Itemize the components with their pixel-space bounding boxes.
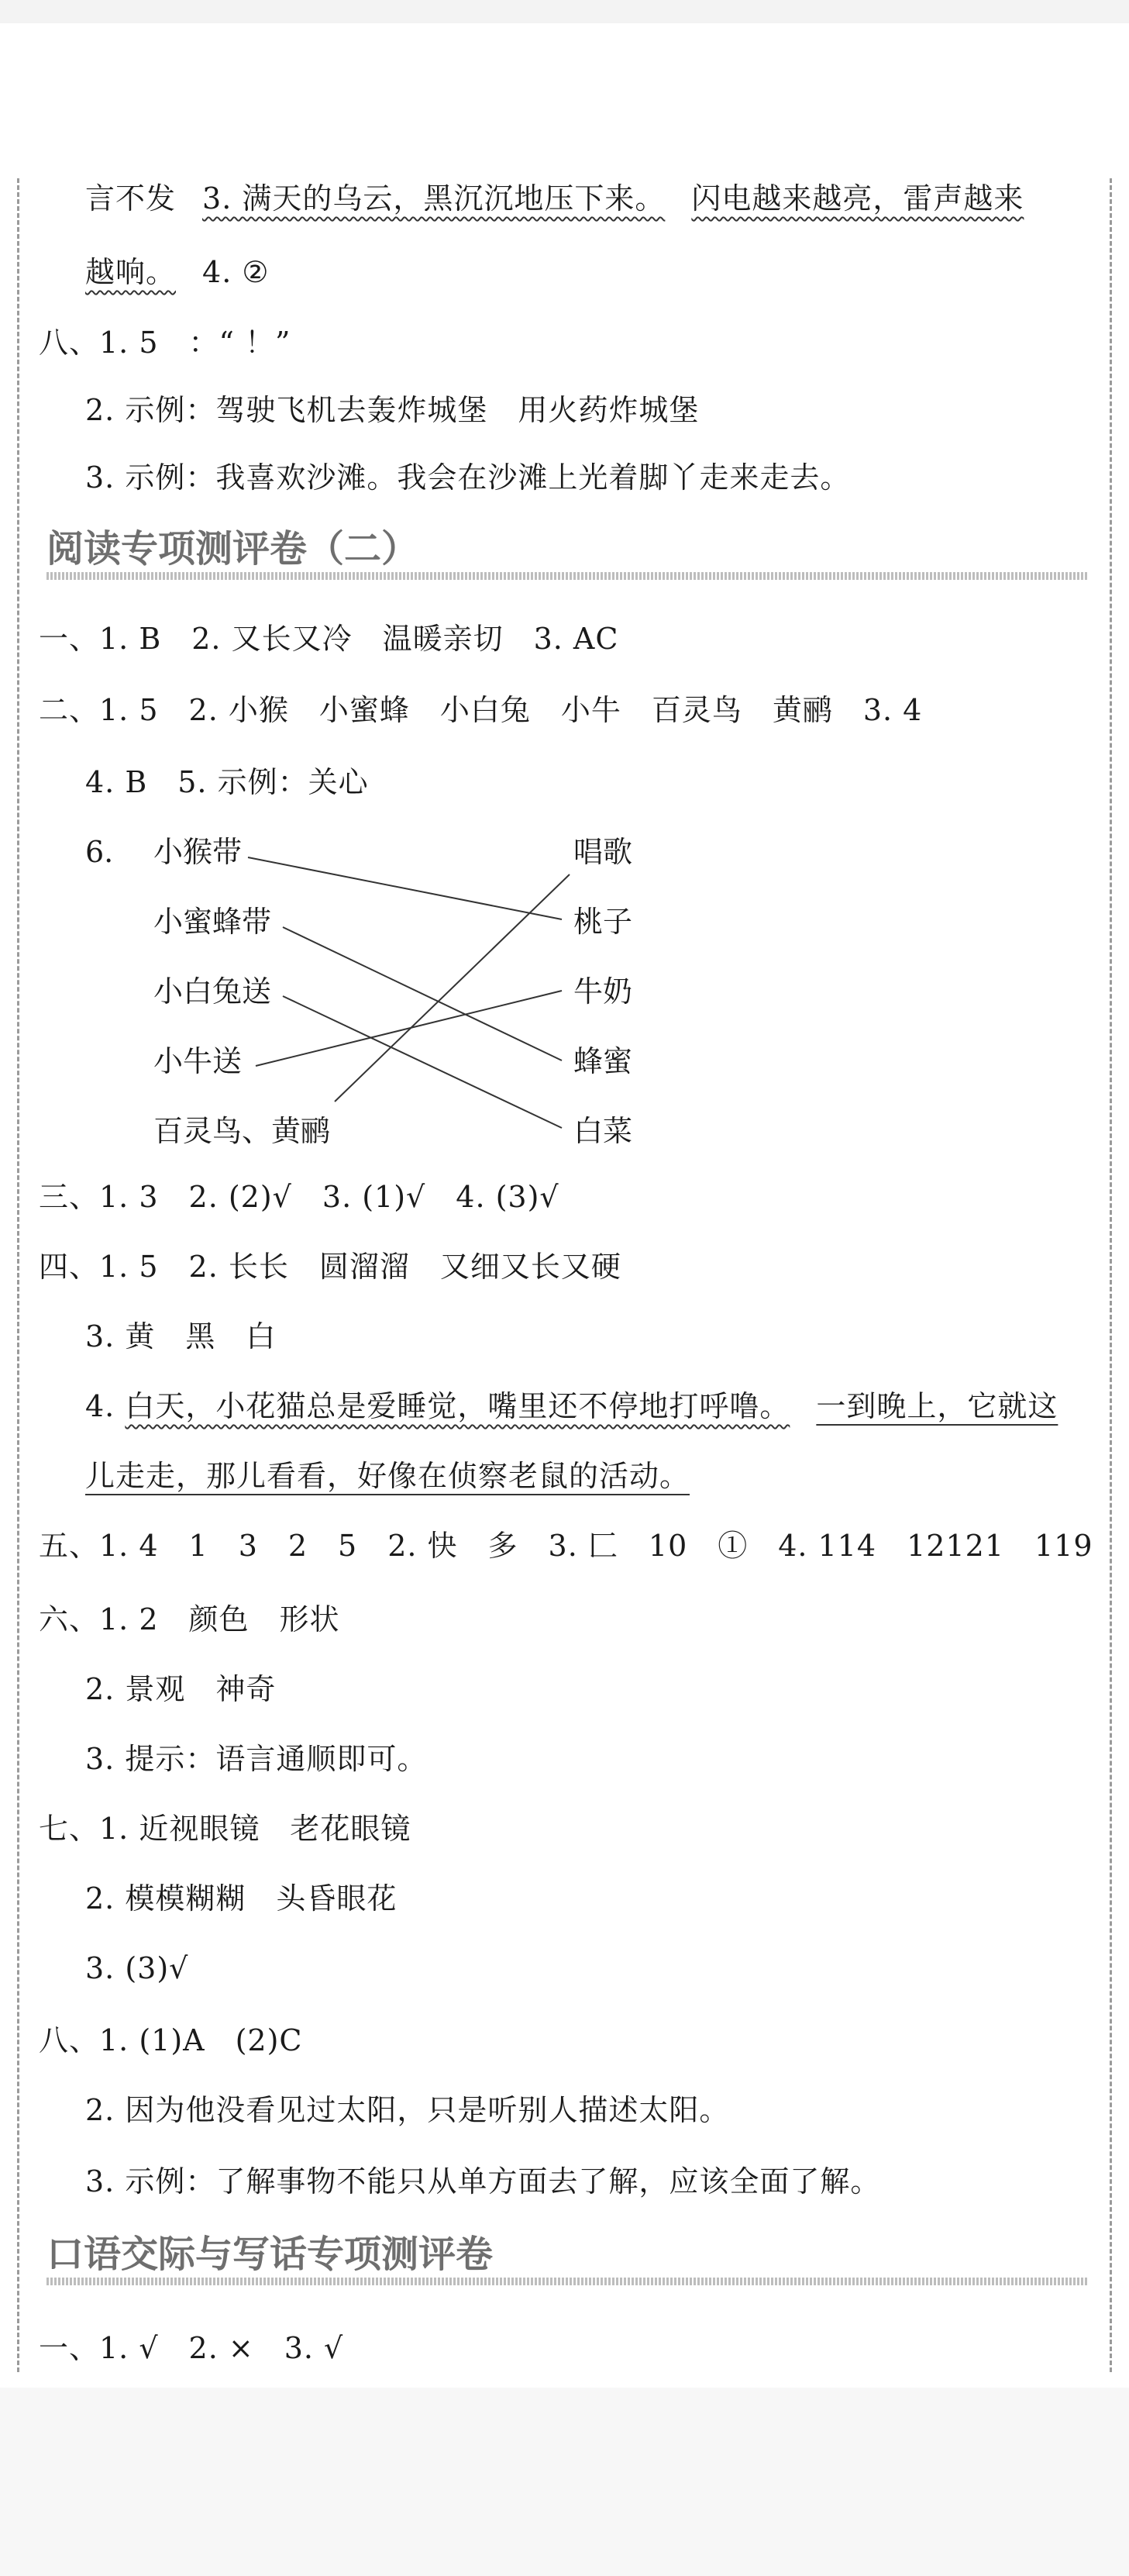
underlined-text: 儿走走，那儿看看，好像在侦察老鼠的活动。 bbox=[85, 1459, 690, 1493]
answer-line: 八、1. 5 ：“ ！” bbox=[39, 326, 291, 360]
matching-right-item: 唱歌 bbox=[573, 835, 633, 869]
answer-line: 2. 示例：驾驶飞机去轰炸城堡 用火药炸城堡 bbox=[85, 393, 700, 427]
underlined-text: 一到晚上，它就这 bbox=[816, 1389, 1058, 1423]
wavy-underlined-text: 越响。 bbox=[85, 255, 177, 289]
answer-line bbox=[85, 1388, 1058, 1425]
matching-left-item: 小白兔送 bbox=[153, 974, 272, 1009]
answer-line: 2. 因为他没看见过太阳，只是听别人描述太阳。 bbox=[85, 2093, 730, 2127]
matching-right-item: 蜂蜜 bbox=[573, 1044, 633, 1078]
answer-line: 四、1. 5 2. 长长 圆溜溜 又细又长又硬 bbox=[39, 1250, 621, 1284]
answer-text: 4. bbox=[85, 1389, 126, 1423]
answer-line: 三、1. 3 2. (2)√ 3. (1)√ 4. (3)√ bbox=[39, 1180, 559, 1214]
answer-text: 4. ② bbox=[202, 255, 270, 289]
matching-left-item: 小蜜蜂带 bbox=[153, 905, 272, 939]
section-title: 阅读专项测评卷（二） bbox=[46, 527, 419, 571]
answer-line: 3. 黄 黑 白 bbox=[85, 1319, 277, 1354]
answer-line: 一、1. √ 2. × 3. √ bbox=[39, 2331, 344, 2365]
match-line bbox=[248, 857, 562, 919]
matching-number: 6. bbox=[85, 835, 114, 869]
matching-left-item: 小猴带 bbox=[153, 835, 243, 869]
answer-line: 二、1. 5 2. 小猴 小蜜蜂 小白兔 小牛 百灵鸟 黄鹂 3. 4 bbox=[39, 693, 923, 727]
answer-line: 八、1. (1)A (2)C bbox=[39, 2023, 303, 2057]
answer-line: 六、1. 2 颜色 形状 bbox=[39, 1602, 340, 1636]
wavy-underlined-text: 闪电越来越亮，雷声越来 bbox=[691, 181, 1024, 216]
answer-line: 3. (3)√ bbox=[85, 1951, 189, 1985]
match-line bbox=[335, 874, 570, 1102]
answer-line: 3. 示例：了解事物不能只从单方面去了解，应该全面了解。 bbox=[85, 2164, 881, 2198]
match-line bbox=[283, 927, 562, 1060]
answer-line: 3. 提示：语言通顺即可。 bbox=[85, 1742, 428, 1776]
wavy-underlined-text: 3. 满天的乌云，黑沉沉地压下来。 bbox=[202, 181, 666, 216]
match-line bbox=[256, 991, 562, 1066]
answer-line: 3. 示例：我喜欢沙滩。我会在沙滩上光着脚丫走来走去。 bbox=[85, 460, 851, 495]
answer-line: 2. 景观 神奇 bbox=[85, 1672, 277, 1706]
matching-left-item: 百灵鸟、黄鹂 bbox=[153, 1114, 331, 1148]
answer-line: 七、1. 近视眼镜 老花眼镜 bbox=[39, 1812, 411, 1846]
answer-line: 五、1. 4 1 3 2 5 2. 快 多 3. 匚 10 ① 4. 114 12121 119 bbox=[39, 1529, 1093, 1563]
matching-left-item: 小牛送 bbox=[153, 1044, 243, 1078]
answer-line: 4. B 5. 示例：关心 bbox=[85, 765, 369, 799]
section-title: 口语交际与写话专项测评卷 bbox=[46, 2233, 494, 2276]
bottom-margin bbox=[0, 2388, 1129, 2576]
answer-line bbox=[85, 1457, 690, 1495]
matching-right-item: 桃子 bbox=[573, 905, 633, 939]
answer-line: 2. 模模糊糊 头昏眼花 bbox=[85, 1881, 398, 1916]
matching-right-item: 牛奶 bbox=[573, 974, 633, 1009]
answer-text: 言不发 bbox=[85, 181, 177, 216]
matching-right-item: 白菜 bbox=[573, 1114, 633, 1148]
section-title-rule bbox=[46, 2278, 1089, 2285]
answer-line: 一、1. B 2. 又长又冷 温暖亲切 3. AC bbox=[39, 622, 619, 656]
wavy-underlined-text: 白天，小花猫总是爱睡觉，嘴里还不停地打呼噜。 bbox=[125, 1389, 790, 1423]
